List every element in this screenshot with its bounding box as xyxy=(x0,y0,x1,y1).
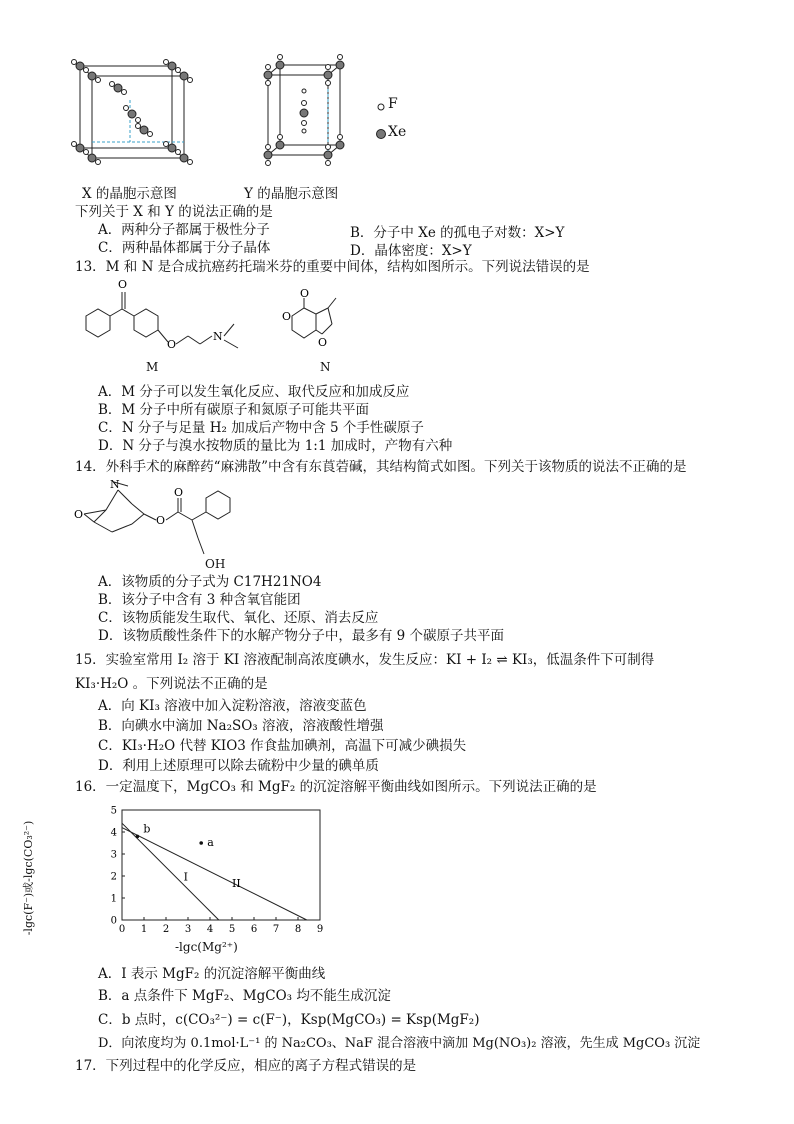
q16-option-b: B．a 点条件下 MgF₂、MgCO₃ 均不能生成沉淀 xyxy=(98,988,391,1004)
q16-option-d: D．向浓度均为 0.1mol·L⁻¹ 的 Na₂CO₃、NaF 混合溶液中滴加 Mg(NO₃)₂ 溶液，先生成 MgCO₃ 沉淀 xyxy=(98,1036,701,1051)
caption-x: X 的晶胞示意图 xyxy=(82,186,177,202)
q13-stem: 13．M 和 N 是合成抗癌药托瑞米芬的重要中间体，结构如图所示。下列说法错误的是 xyxy=(75,259,590,275)
x-tick-label: 2 xyxy=(162,924,170,935)
svg-text:O: O xyxy=(167,338,177,351)
q14-option-c: C．该物质能发生取代、氧化、还原、消去反应 xyxy=(98,610,379,626)
q13-option-c: C．N 分子与足量 H₂ 加成后产物中含 5 个手性碳原子 xyxy=(98,420,424,436)
chart-ylabel: -lgc(F⁻)或-lgc(CO₃²⁻) xyxy=(22,820,35,936)
molecule-n xyxy=(282,287,362,350)
q13-option-a: A．M 分子可以发生氧化反应、取代反应和加成反应 xyxy=(98,384,410,400)
q15-option-c: C．KI₃·H₂O 代替 KIO3 作食盐加碘剂，高温下可减少碘损失 xyxy=(98,738,467,754)
q15-option-a: A．向 KI₃ 溶液中加入淀粉溶液，溶液变蓝色 xyxy=(98,698,367,714)
svg-text:O: O xyxy=(74,508,84,521)
series-label-I: I xyxy=(183,870,188,884)
svg-text:O: O xyxy=(174,486,184,499)
q14-stem: 14．外科手术的麻醉药“麻沸散”中含有东莨菪碱，其结构简式如图。下列关于该物质的说法不正确的是 xyxy=(75,459,687,475)
molecule-scopolamine xyxy=(74,478,264,570)
x-tick-label: 8 xyxy=(294,924,302,935)
q14-option-b: B．该分子中含有 3 种含氧官能团 xyxy=(98,592,301,608)
legend-f: F xyxy=(388,96,398,112)
crystal-cell-y xyxy=(258,55,348,170)
legend-xe-dot xyxy=(375,128,387,140)
y-tick-label: 0 xyxy=(110,915,117,927)
y-tick-label: 5 xyxy=(110,805,117,817)
x-tick-label: 5 xyxy=(228,924,236,935)
y-tick-label: 4 xyxy=(110,827,117,839)
x-tick-label: 1 xyxy=(140,924,148,935)
q17-stem: 17．下列过程中的化学反应，相应的离子方程式错误的是 xyxy=(75,1058,417,1074)
svg-text:O: O xyxy=(318,336,328,349)
x-tick-label: 9 xyxy=(316,924,324,935)
q15-option-b: B．向碘水中滴加 Na₂SO₃ 溶液，溶液酸性增强 xyxy=(98,718,384,734)
q13-option-d: D．N 分子与溴水按物质的量比为 1:1 加成时，产物有六种 xyxy=(98,438,453,454)
q15-stem-1: 15．实验室常用 I₂ 溶于 KI 溶液配制高浓度碘水，发生反应：KI + I₂ ⇌ KI₃，低温条件下可制得 xyxy=(75,652,655,668)
x-tick-label: 4 xyxy=(206,924,214,935)
q16-option-a: A．I 表示 MgF₂ 的沉淀溶解平衡曲线 xyxy=(98,966,326,982)
chart-frame xyxy=(122,810,320,920)
legend-f-dot xyxy=(376,102,386,112)
molecule-m xyxy=(76,278,266,362)
svg-text:N: N xyxy=(110,478,120,491)
x-tick-label: 3 xyxy=(184,924,192,935)
q12-option-b: B．分子中 Xe 的孤电子对数：X>Y xyxy=(350,225,565,241)
x-tick-label: 6 xyxy=(250,924,258,935)
q15-stem-2: KI₃·H₂O 。下列说法不正确的是 xyxy=(75,676,268,692)
label-m: M xyxy=(146,360,159,374)
point-label-b: b xyxy=(143,822,151,836)
svg-text:O: O xyxy=(300,287,310,300)
label-n: N xyxy=(320,360,331,374)
y-tick-label: 1 xyxy=(110,893,117,905)
y-tick-label: 3 xyxy=(110,849,117,861)
q12-option-a: A．两种分子都属于极性分子 xyxy=(98,222,270,238)
point-a xyxy=(199,841,203,845)
q15-option-d: D．利用上述原理可以除去硫粉中少量的碘单质 xyxy=(98,758,379,774)
series-line-II xyxy=(122,828,307,920)
point-b xyxy=(136,835,140,839)
crystal-cell-x xyxy=(72,58,202,168)
y-tick-label: 2 xyxy=(110,871,117,883)
atom-oh: OH xyxy=(205,557,226,571)
q16-stem: 16．一定温度下，MgCO₃ 和 MgF₂ 的沉淀溶解平衡曲线如图所示。下列说法正确的是 xyxy=(75,779,597,795)
point-label-a: a xyxy=(207,836,214,849)
svg-text:O: O xyxy=(282,310,292,323)
q12-stem: 下列关于 X 和 Y 的说法正确的是 xyxy=(75,204,273,220)
q14-option-a: A．该物质的分子式为 C17H21NO4 xyxy=(98,574,322,590)
legend-xe: Xe xyxy=(388,124,407,140)
svg-text:O: O xyxy=(156,514,166,527)
svg-text:N: N xyxy=(213,330,223,343)
q14-option-d: D．该物质酸性条件下的水解产物分子中，最多有 9 个碳原子共平面 xyxy=(98,628,504,644)
q12-option-c: C．两种晶体都属于分子晶体 xyxy=(98,240,271,256)
q16-option-c: C．b 点时，c(CO₃²⁻) = c(F⁻)，Ksp(MgCO₃) = Ksp(MgF₂) xyxy=(98,1012,480,1028)
q13-option-b: B．M 分子中所有碳原子和氮原子可能共平面 xyxy=(98,402,370,418)
caption-y: Y 的晶胞示意图 xyxy=(244,186,339,202)
solubility-chart xyxy=(80,800,340,960)
q12-option-d: D．晶体密度：X>Y xyxy=(350,243,472,259)
x-tick-label: 0 xyxy=(118,924,126,935)
series-label-II: II xyxy=(232,877,241,890)
svg-text:O: O xyxy=(118,278,128,291)
chart-xlabel: -lgc(Mg²⁺) xyxy=(175,940,238,954)
x-tick-label: 7 xyxy=(272,924,280,935)
